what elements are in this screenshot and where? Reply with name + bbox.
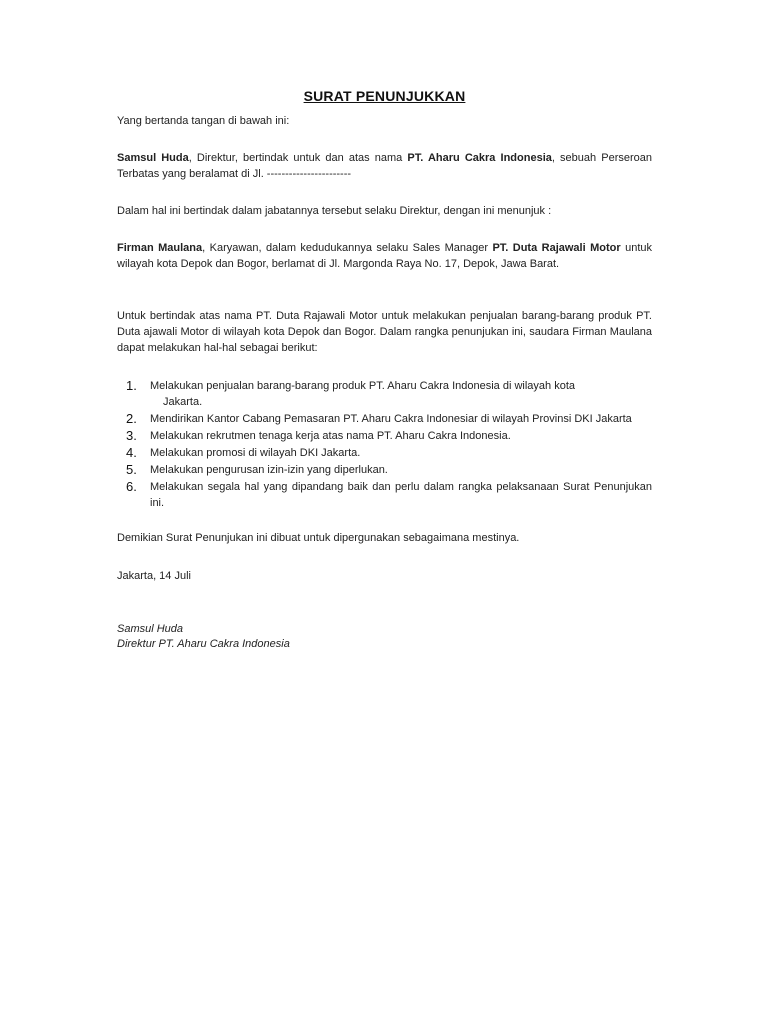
appointer-text-2: , sebuah Perseroan Terbatas yang beralamat di Jl. -----------------------: [117, 152, 653, 180]
list-item-text: Melakukan segala hal yang dipandang baik dan perlu dalam rangka pelaksanaan Surat Penunjukan ini.: [150, 481, 652, 509]
paragraph-appointee: [117, 240, 652, 272]
list-item: [117, 445, 652, 461]
document-title: SURAT PENUNJUKKAN: [303, 88, 466, 104]
signature-name: Samsul Huda: [117, 623, 184, 635]
intro-line: Yang bertanda tangan di bawah ini:: [117, 115, 290, 127]
list-item: [117, 428, 652, 444]
appointee-company: PT. Duta Rajawali Motor: [492, 242, 621, 254]
appointer-company: PT. Aharu Cakra Indonesia: [407, 152, 552, 164]
list-item-text: Melakukan rekrutmen tenaga kerja atas nama PT. Aharu Cakra Indonesia.: [150, 430, 511, 442]
closing-line: Demikian Surat Penunjukan ini dibuat untuk dipergunakan sebagaimana mestinya.: [117, 532, 520, 544]
date-line: Jakarta, 14 Juli: [117, 570, 191, 582]
list-number: 4.: [126, 445, 137, 460]
list-item-text: Melakukan promosi di wilayah DKI Jakarta.: [150, 447, 361, 459]
appointer-text-1: , Direktur, bertindak untuk dan atas nama: [188, 152, 408, 164]
appointer-name: Samsul Huda: [117, 152, 189, 164]
list-item-continuation: Jakarta.: [163, 396, 203, 408]
signature-position: Direktur PT. Aharu Cakra Indonesia: [117, 638, 290, 650]
list-number: 6.: [126, 479, 137, 494]
list-number: 2.: [126, 411, 137, 426]
appointee-name: Firman Maulana: [117, 242, 203, 254]
list-item: [117, 462, 652, 478]
paragraph-appointer: [117, 150, 652, 182]
appointee-text-1: , Karyawan, dalam kedudukannya selaku Sales Manager: [202, 242, 493, 254]
list-item-text: Melakukan pengurusan izin-izin yang diperlukan.: [150, 464, 388, 476]
list-number: 5.: [126, 462, 137, 477]
list-item: [117, 378, 652, 410]
list-item: [117, 411, 652, 427]
list-number: 1.: [126, 378, 137, 393]
list-item: [117, 479, 652, 511]
list-number: 3.: [126, 428, 137, 443]
list-item-text: Melakukan penjualan barang-barang produk PT. Aharu Cakra Indonesia di wilayah kota: [150, 380, 575, 392]
task-list: [117, 378, 652, 512]
paragraph-acting: Dalam hal ini bertindak dalam jabatannya tersebut selaku Direktur, dengan ini menunjuk :: [117, 205, 552, 217]
paragraph-mandate: Untuk bertindak atas nama PT. Duta Rajawali Motor untuk melakukan penjualan barang-barang produk PT. Duta ajawali Motor di wilayah kota Depok dan Bogor. Dalam rangka penunjukan ini, saudara Firman Maulana dapat melakukan hal-hal sebagai berikut:: [117, 310, 652, 354]
appointee-text-2: untuk wilayah kota Depok dan Bogor, berlamat di Jl. Margonda Raya No. 17, Depok, Jawa Barat.: [117, 242, 652, 270]
list-item-text: Mendirikan Kantor Cabang Pemasaran PT. Aharu Cakra Indonesiar di wilayah Provinsi DKI Jakarta: [150, 413, 632, 425]
